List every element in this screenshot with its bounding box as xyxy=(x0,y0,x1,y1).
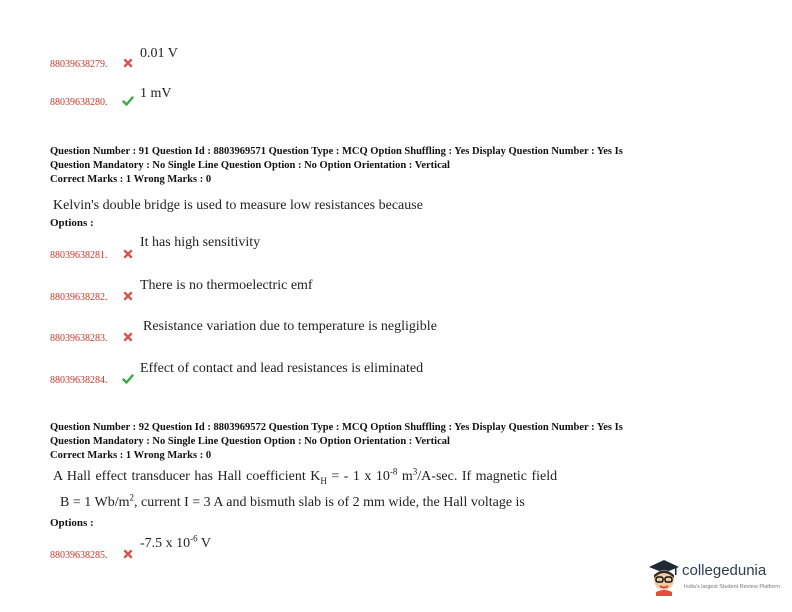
option-row xyxy=(50,362,750,386)
option-row xyxy=(50,279,750,303)
superscript: 2 xyxy=(129,492,134,503)
superscript: -8 xyxy=(389,466,398,477)
option-id: 88039638284. xyxy=(50,375,108,386)
option-id: 88039638279. xyxy=(50,59,108,70)
cross-icon xyxy=(122,548,134,560)
option-text: 0.01 V xyxy=(140,46,178,61)
cross-icon xyxy=(122,248,134,260)
option-id: 88039638285. xyxy=(50,550,108,561)
option-text: 1 mV xyxy=(140,86,172,101)
option-id: 88039638281. xyxy=(50,250,108,261)
meta-line: Question Number : 92 Question Id : 8803969572 Question Type : MCQ Option Shuffling : Yes Display Question Number : Yes Is xyxy=(50,422,623,433)
text-run: B = 1 Wb/m xyxy=(60,495,130,510)
option-id: 88039638280. xyxy=(50,97,108,108)
cross-icon xyxy=(122,57,134,69)
options-label: Options : xyxy=(50,217,94,229)
text-run: = - 1 x 10 xyxy=(326,469,390,484)
cross-icon xyxy=(122,290,134,302)
question-text: Kelvin's double bridge is used to measure low resistances because xyxy=(53,198,423,213)
option-text: There is no thermoelectric emf xyxy=(140,278,313,293)
option-text: It has high sensitivity xyxy=(140,235,261,250)
logo-wordmark: collegedunia xyxy=(682,562,767,579)
option-row xyxy=(50,46,750,70)
marks-line: Correct Marks : 1 Wrong Marks : 0 xyxy=(50,450,212,461)
graduate-mascot-icon xyxy=(648,558,680,596)
text-run: /A-sec. If magnetic field xyxy=(417,469,558,484)
text-run: -7.5 x 10 xyxy=(140,536,191,551)
marks-line: Correct Marks : 1 Wrong Marks : 0 xyxy=(50,174,212,185)
meta-line: Question Number : 91 Question Id : 8803969571 Question Type : MCQ Option Shuffling : Yes Display Question Number : Yes Is xyxy=(50,146,623,157)
superscript: -6 xyxy=(190,533,198,544)
subscript: H xyxy=(320,475,327,486)
meta-line: Question Mandatory : No Single Line Question Option : No Option Orientation : Vertical xyxy=(50,436,450,447)
option-text xyxy=(140,533,212,552)
text-run: m xyxy=(397,469,413,484)
question-text-line1 xyxy=(53,466,558,486)
options-label: Options : xyxy=(50,517,94,529)
cross-icon xyxy=(122,331,134,343)
option-row xyxy=(50,237,750,261)
question-text-line2 xyxy=(60,492,525,511)
superscript: 3 xyxy=(412,466,418,477)
option-row xyxy=(50,84,750,108)
option-id: 88039638283. xyxy=(50,333,108,344)
option-row xyxy=(50,320,750,344)
check-icon xyxy=(122,373,134,385)
text-run: V xyxy=(197,536,212,551)
question-meta xyxy=(50,421,740,463)
option-text: Effect of contact and lead resistances is eliminated xyxy=(140,361,424,376)
option-text: Resistance variation due to temperature is negligible xyxy=(143,319,437,334)
option-row xyxy=(50,533,750,561)
option-id: 88039638282. xyxy=(50,292,108,303)
collegedunia-logo xyxy=(648,556,788,600)
text-run: A Hall effect transducer has Hall coefficient K xyxy=(53,469,321,484)
text-run: , current I = 3 A and bismuth slab is of 2 mm wide, the Hall voltage is xyxy=(133,495,525,510)
meta-line: Question Mandatory : No Single Line Question Option : No Option Orientation : Vertical xyxy=(50,160,450,171)
check-icon xyxy=(122,95,134,107)
logo-tagline: India's largest Student Review Platform xyxy=(684,584,780,590)
question-meta xyxy=(50,145,740,187)
